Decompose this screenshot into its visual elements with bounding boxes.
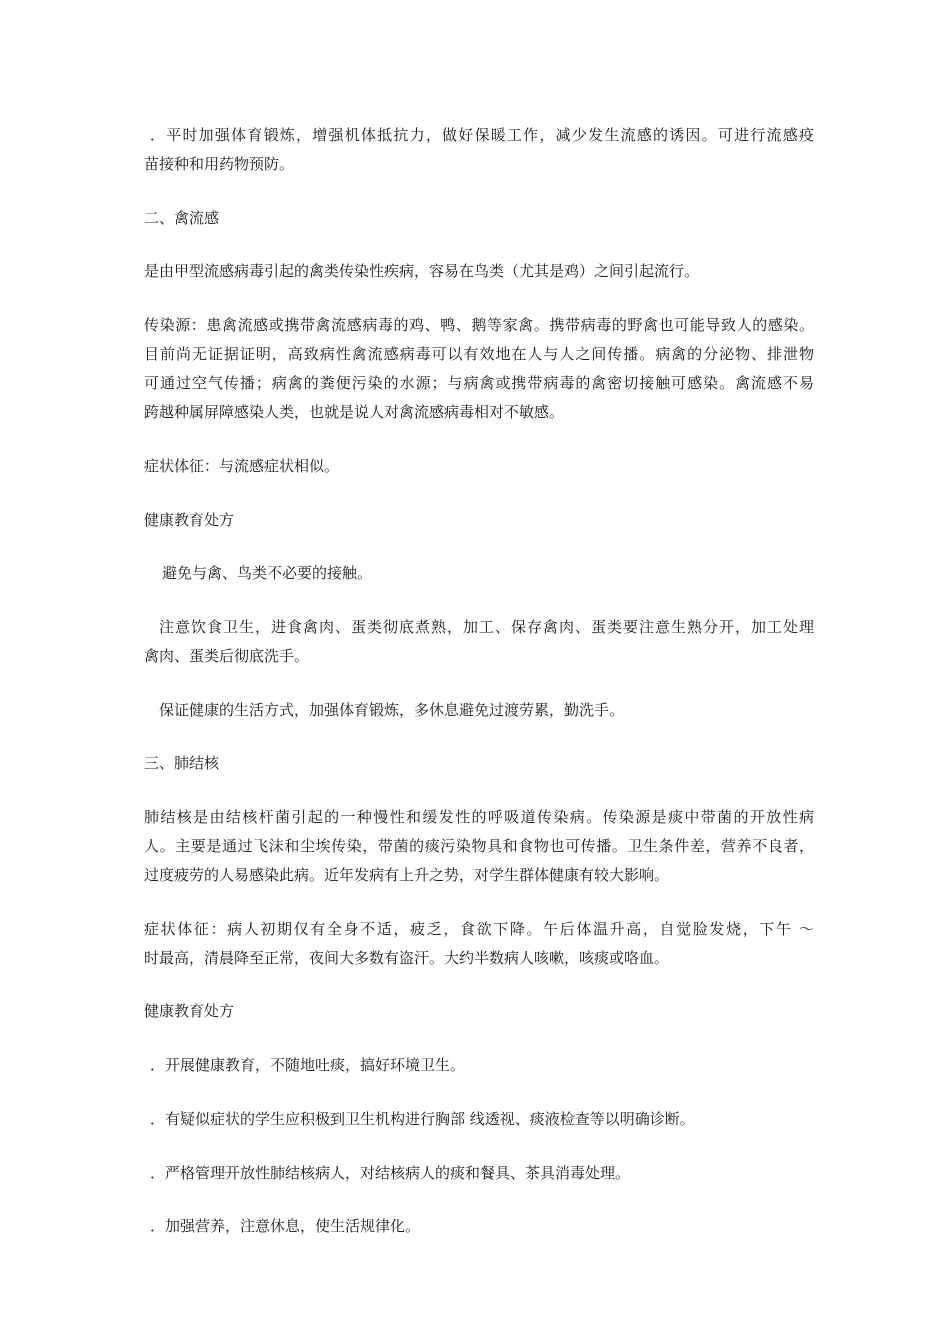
list-item: ．加强营养，注意休息，使生活规律化。 — [150, 1217, 421, 1235]
list-item: 注意饮食卫生，进食禽肉、蛋类彻底煮熟，加工、保存禽肉、蛋类要注意生熟分开，加工处理 — [159, 618, 814, 636]
paragraph-line: ．平时加强体育锻炼，增强机体抵抗力，做好保暖工作，减少发生流感的诱因。可进行流感疫 — [150, 126, 814, 144]
paragraph-line: 症状体征：与流感症状相似。 — [144, 457, 340, 475]
paragraph-line: 症状体征：病人初期仅有全身不适，疲乏，食欲下降。午后体温升高，自觉脸发烧，下午 ～ — [144, 920, 814, 938]
paragraph-line: 过度疲劳的人易感染此病。近年发病有上升之势，对学生群体健康有较大影响。 — [144, 866, 670, 884]
paragraph-line: 目前尚无证据证明，高致病性禽流感病毒可以有效地在人与人之间传播。病禽的分泌物、排泄物 — [144, 345, 814, 363]
list-item: ．严格管理开放性肺结核病人，对结核病人的痰和餐具、茶具消毒处理。 — [150, 1164, 631, 1182]
subheading: 健康教育处方 — [144, 1002, 235, 1020]
subheading: 健康教育处方 — [144, 511, 235, 529]
paragraph-line: 可通过空气传播；病禽的粪便污染的水源；与病禽或携带病毒的禽密切接触可感染。禽流感不易 — [144, 374, 814, 392]
list-item: 避免与禽、鸟类不必要的接触。 — [162, 564, 373, 582]
list-item: 保证健康的生活方式，加强体育锻炼，多休息避免过渡劳累，勤洗手。 — [159, 701, 625, 719]
paragraph-line: 人。主要是通过飞沫和尘埃传染，带菌的痰污染物具和食物也可传播。卫生条件差，营养不良者， — [144, 837, 814, 855]
section-heading: 三、肺结核 — [144, 754, 220, 772]
paragraph-line: 传染源：患禽流感或携带禽流感病毒的鸡、鸭、鹅等家禽。携带病毒的野禽也可能导致人的感染。 — [144, 316, 814, 334]
list-item: 禽肉、蛋类后彻底洗手。 — [144, 647, 310, 665]
paragraph-line: 肺结核是由结核杆菌引起的一种慢性和缓发性的呼吸道传染病。传染源是痰中带菌的开放性病 — [144, 808, 814, 826]
paragraph-line: 苗接种和用药物预防。 — [144, 155, 295, 173]
list-item: ．有疑似症状的学生应积极到卫生机构进行胸部 线透视、痰液检查等以明确诊断。 — [150, 1110, 695, 1128]
section-heading: 二、禽流感 — [144, 209, 220, 227]
paragraph-line: 时最高，清晨降至正常，夜间大多数有盗汗。大约半数病人咳嗽，咳痰或咯血。 — [144, 949, 670, 967]
paragraph-line: 跨越种属屏障感染人类，也就是说人对禽流感病毒相对不敏感。 — [144, 403, 565, 421]
paragraph-line: 是由甲型流感病毒引起的禽类传染性疾病，容易在鸟类（尤其是鸡）之间引起流行。 — [144, 262, 700, 280]
list-item: ．开展健康教育，不随地吐痰，搞好环境卫生。 — [150, 1056, 466, 1074]
